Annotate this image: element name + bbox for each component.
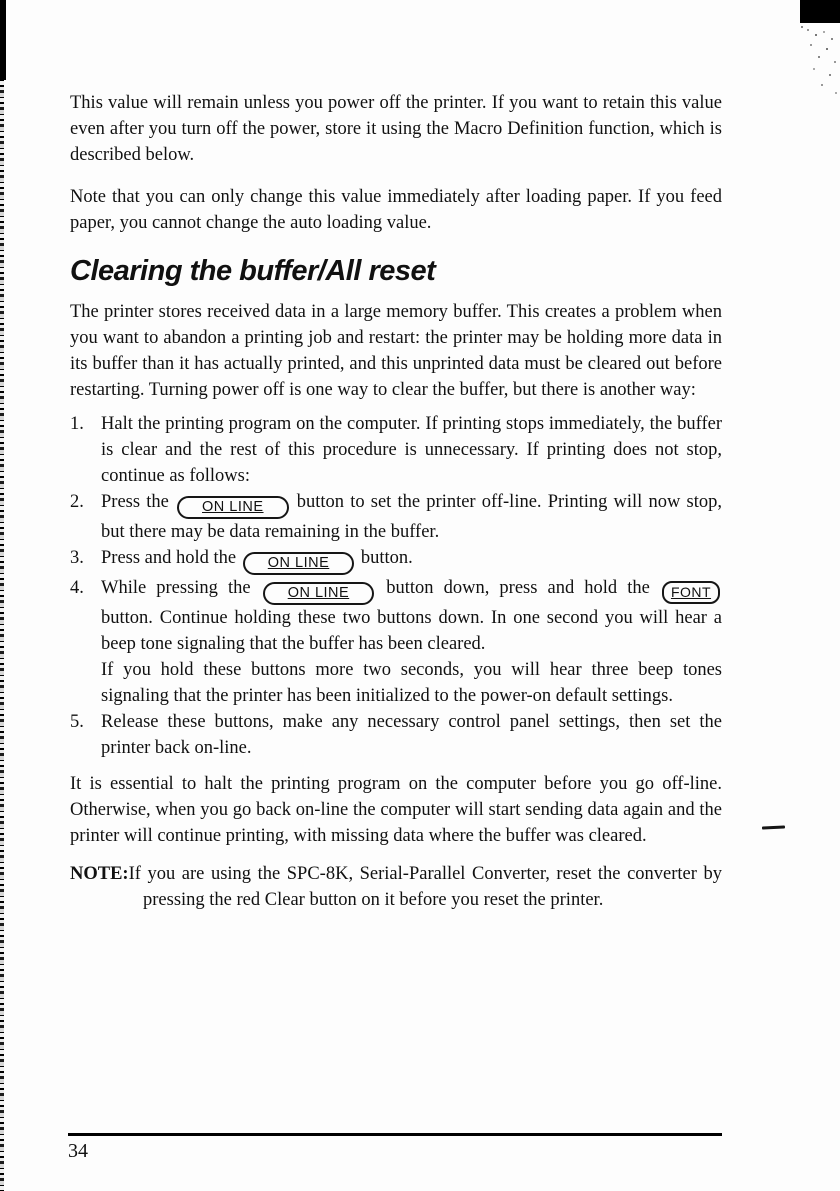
font-button-label: FONT [670, 584, 712, 600]
intro-paragraph-2: Note that you can only change this value immediately after loading paper. If you feed paper, you cannot change the auto loading value. [70, 187, 722, 233]
on-line-button-graphic [263, 582, 375, 605]
margin-dash-mark [762, 825, 785, 829]
step-number: 1. [70, 414, 84, 434]
scan-corner-speckles [801, 26, 803, 28]
step-text-segment: button to set the printer off-line. Printing will now stop, but there may be data remaining in the buffer. [101, 492, 722, 542]
step-number: 4. [70, 578, 84, 598]
step-number: 5. [70, 712, 84, 732]
page-content [70, 0, 722, 932]
note-block [70, 861, 722, 913]
font-button-graphic [662, 581, 720, 604]
on-line-button-graphic [243, 552, 355, 575]
scan-left-edge-artifact [0, 0, 4, 1191]
numbered-steps-list [70, 411, 722, 761]
step-text: Release these buttons, make any necessary control panel settings, then set the printer back on-line. [101, 712, 722, 758]
section-heading: Clearing the buffer/All reset [70, 255, 436, 287]
step-text-segment: While pressing the [101, 578, 251, 598]
on-line-button-label: ON LINE [287, 585, 350, 601]
list-item [70, 411, 722, 489]
footer-rule [68, 1133, 722, 1136]
step-text [101, 545, 722, 575]
page-number: 34 [68, 1140, 88, 1162]
on-line-button-label: ON LINE [202, 499, 264, 515]
step-number: 2. [70, 492, 84, 512]
section-paragraph-1: The printer stores received data in a large memory buffer. This creates a problem when you want to abandon a printing job and restart: the printer may be holding more data in its buffer than it has actually printed, and this unprinted data must be cleared out before restarting. Turning power off is one way to clear the buffer, but there is another way: [70, 302, 722, 400]
on-line-button-graphic [177, 496, 289, 519]
list-item [70, 709, 722, 761]
scan-corner-black-bar [800, 0, 840, 23]
step-text-segment: Press the [101, 492, 169, 512]
list-item [70, 489, 722, 545]
step-text [101, 575, 722, 657]
step-number: 3. [70, 548, 84, 568]
list-item [70, 545, 722, 575]
list-item [70, 575, 722, 709]
step-text [101, 489, 722, 545]
intro-paragraph-1: This value will remain unless you power off the printer. If you want to retain this value even after you turn off the power, store it using the Macro Definition function, which is described below. [70, 93, 722, 165]
step-text-segment: button. Continue holding these two buttons down. In one second you will hear a beep tone signaling that the buffer has been cleared. [101, 608, 722, 654]
note-text: If you are using the SPC-8K, Serial-Parallel Converter, reset the converter by pressing the red Clear button on it before you reset the printer. [128, 864, 722, 910]
on-line-button-label: ON LINE [267, 555, 330, 571]
note-label: NOTE: [70, 864, 129, 884]
step-text-segment: button. [360, 548, 413, 568]
step-text: Halt the printing program on the computer. If printing stops immediately, the buffer is clear and the rest of this procedure is unnecessary. If printing does not stop, continue as follows: [101, 414, 722, 486]
section-paragraph-2: It is essential to halt the printing program on the computer before you go off-line. Otherwise, when you go back on-line the computer will start sending data again and the printer will continue printing, with missing data where the buffer was cleared. [70, 774, 722, 846]
scan-left-edge-top-artifact [0, 0, 6, 80]
step-text-segment: Press and hold the [101, 548, 237, 568]
step-text-segment: button down, press and hold the [386, 578, 650, 598]
step-text-continued: If you hold these buttons more two seconds, you will hear three beep tones signaling that the printer has been initialized to the power-on default settings. [101, 660, 722, 706]
